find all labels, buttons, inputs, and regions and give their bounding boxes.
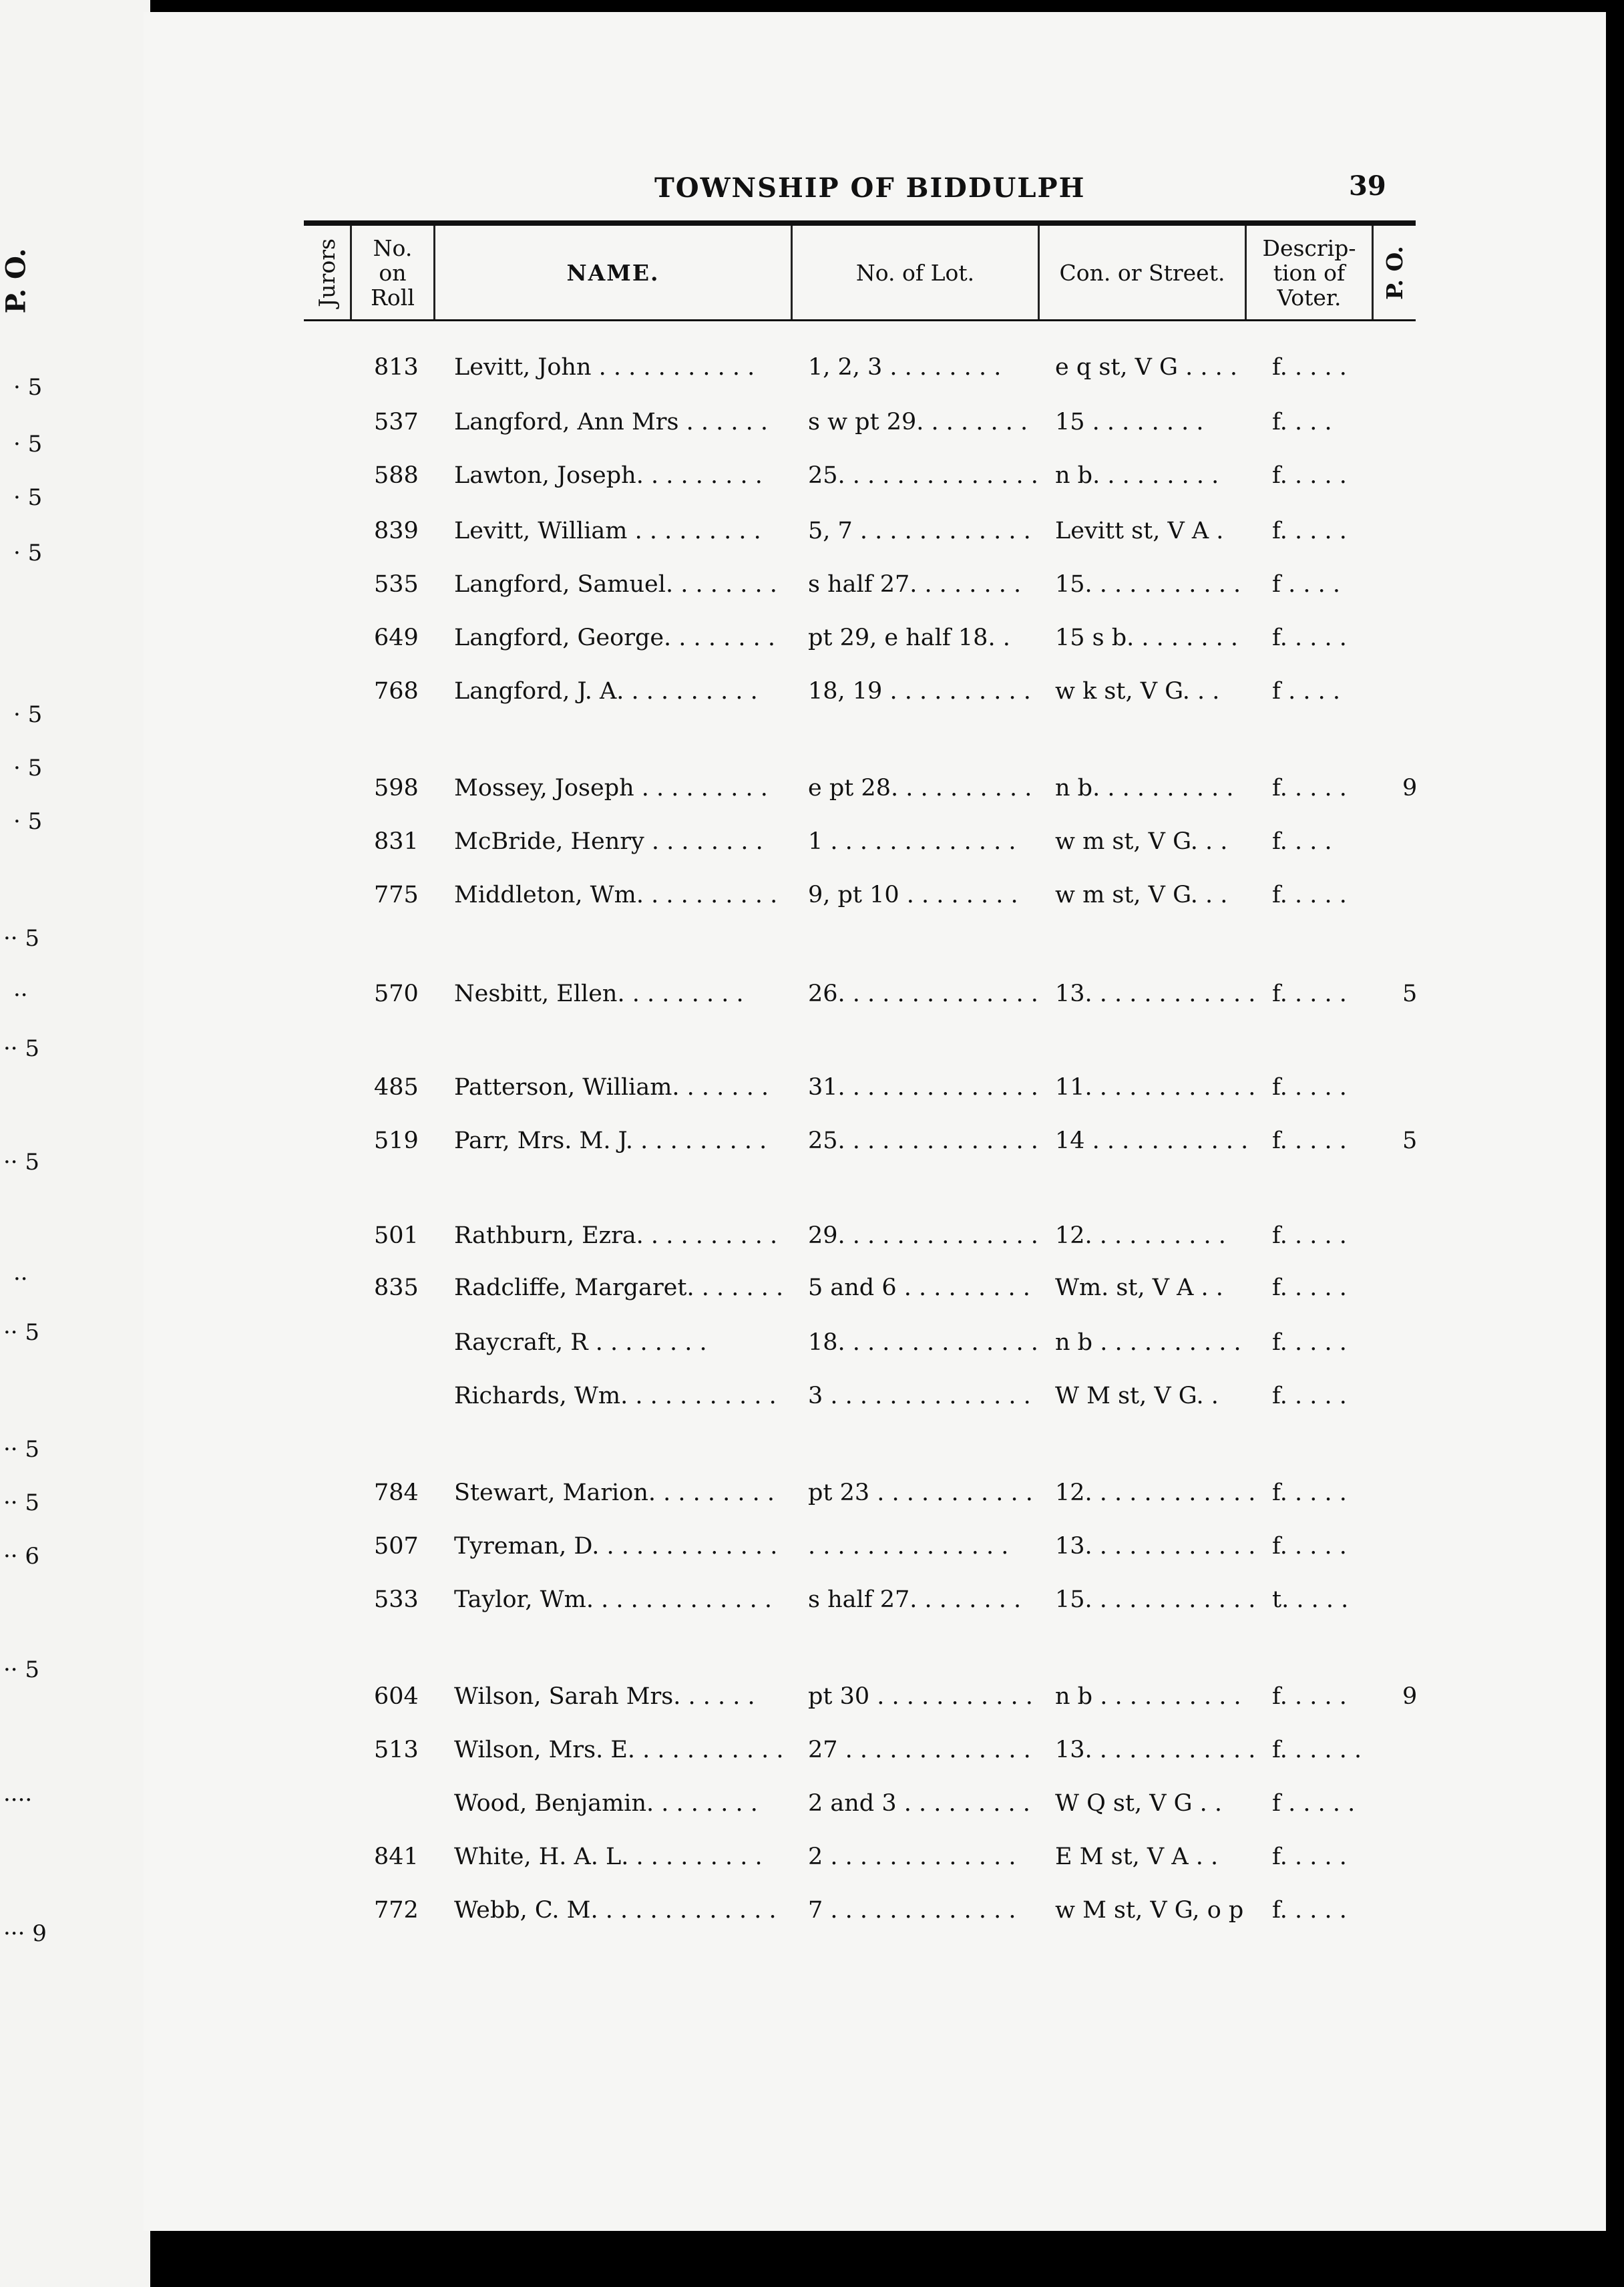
con-street-cell: n b. . . . . . . . . .: [1055, 775, 1234, 802]
lot-cell: 2 and 3 . . . . . . . . .: [808, 1790, 1030, 1817]
description-cell: f . . . .: [1272, 571, 1340, 598]
name-cell: Middleton, Wm. . . . . . . . . .: [454, 882, 778, 908]
name-cell: Wilson, Sarah Mrs. . . . . .: [454, 1683, 755, 1710]
left-po-value: ·· 5: [3, 925, 40, 952]
con-street-cell: 13. . . . . . . . . . . .: [1055, 981, 1255, 1007]
col-name: NAME.: [435, 226, 793, 319]
roll-cell: 507: [374, 1533, 419, 1560]
name-cell: Mossey, Joseph . . . . . . . . .: [454, 775, 768, 802]
lot-cell: 25. . . . . . . . . . . . . .: [808, 1127, 1038, 1154]
con-street-cell: Levitt st, V A .: [1055, 518, 1224, 544]
lot-cell: 1 . . . . . . . . . . . . .: [808, 828, 1016, 855]
con-street-cell: 12. . . . . . . . . . . .: [1055, 1479, 1255, 1506]
description-cell: f. . . .: [1272, 828, 1332, 855]
table-top-rule: [304, 220, 1416, 226]
name-cell: Rathburn, Ezra. . . . . . . . . .: [454, 1222, 778, 1249]
description-cell: f. . . . . .: [1272, 1737, 1362, 1763]
lot-cell: s half 27. . . . . . . .: [808, 571, 1022, 598]
roll-cell: 501: [374, 1222, 419, 1249]
left-po-value: ·· 5: [3, 1489, 40, 1516]
table-row: [0, 828, 1536, 868]
left-po-value: · 5: [13, 808, 43, 835]
po-cell: 9: [1402, 1683, 1418, 1710]
po-cell: 5: [1402, 1127, 1418, 1154]
col-description: Descrip- tion of Voter.: [1247, 226, 1374, 319]
con-street-cell: 11. . . . . . . . . . . .: [1055, 1074, 1255, 1101]
po-cell: 5: [1402, 981, 1418, 1007]
con-street-cell: 13. . . . . . . . . . . .: [1055, 1737, 1255, 1763]
name-cell: Wilson, Mrs. E. . . . . . . . . . .: [454, 1737, 784, 1763]
table-row: [0, 1222, 1536, 1262]
table-row: [0, 882, 1536, 922]
description-cell: f. . . . .: [1272, 1127, 1347, 1154]
lot-cell: pt 29, e half 18. .: [808, 625, 1010, 651]
con-street-cell: w M st, V G, o p: [1055, 1897, 1244, 1924]
description-cell: f. . . . .: [1272, 518, 1347, 544]
con-street-cell: w m st, V G. . .: [1055, 882, 1228, 908]
description-cell: f. . . . .: [1272, 1074, 1347, 1101]
left-po-value: · 5: [13, 701, 43, 728]
roll-cell: 813: [374, 354, 419, 381]
description-cell: f. . . . .: [1272, 775, 1347, 802]
description-cell: f. . . . .: [1272, 1329, 1347, 1356]
roll-cell: 841: [374, 1843, 419, 1870]
table-row: [0, 1074, 1536, 1114]
left-po-value: ·· 5: [3, 1035, 40, 1062]
con-street-cell: 13. . . . . . . . . . . .: [1055, 1533, 1255, 1560]
con-street-cell: 15. . . . . . . . . . .: [1055, 571, 1241, 598]
description-cell: f. . . . .: [1272, 625, 1347, 651]
roll-cell: 485: [374, 1074, 419, 1101]
left-po-value: ··: [13, 982, 28, 1009]
con-street-cell: W M st, V G. .: [1055, 1383, 1219, 1409]
name-cell: Richards, Wm. . . . . . . . . . .: [454, 1383, 777, 1409]
con-street-cell: w k st, V G. . .: [1055, 678, 1220, 705]
description-cell: f. . . . .: [1272, 981, 1347, 1007]
con-street-cell: n b . . . . . . . . . .: [1055, 1683, 1241, 1710]
table-row: [0, 462, 1536, 502]
roll-cell: 588: [374, 462, 419, 489]
description-cell: f. . . . .: [1272, 1222, 1347, 1249]
page-title: TOWNSHIP OF BIDDULPH: [654, 172, 1086, 204]
table-row: [0, 1127, 1536, 1168]
description-cell: f. . . . .: [1272, 1274, 1347, 1301]
left-po-value: ··· 9: [3, 1920, 47, 1947]
roll-cell: 604: [374, 1683, 419, 1710]
name-cell: Tyreman, D. . . . . . . . . . . . .: [454, 1533, 778, 1560]
con-street-cell: 14 . . . . . . . . . . .: [1055, 1127, 1249, 1154]
con-street-cell: n b. . . . . . . . .: [1055, 462, 1219, 489]
lot-cell: pt 30 . . . . . . . . . . .: [808, 1683, 1033, 1710]
table-row: [0, 678, 1536, 718]
con-street-cell: Wm. st, V A . .: [1055, 1274, 1223, 1301]
lot-cell: s half 27. . . . . . . .: [808, 1586, 1022, 1613]
left-po-value: ·· 6: [3, 1543, 40, 1570]
roll-cell: 598: [374, 775, 419, 802]
table-row: [0, 1274, 1536, 1314]
roll-cell: 649: [374, 625, 419, 651]
lot-cell: pt 23 . . . . . . . . . . .: [808, 1479, 1033, 1506]
description-cell: f. . . . .: [1272, 1533, 1347, 1560]
table-row: [0, 1586, 1536, 1626]
table-row: [0, 1843, 1536, 1884]
lot-cell: . . . . . . . . . . . . . .: [808, 1533, 1009, 1560]
left-po-value: ·· 5: [3, 1149, 40, 1176]
lot-cell: 7 . . . . . . . . . . . . .: [808, 1897, 1016, 1924]
roll-cell: 831: [374, 828, 419, 855]
page-number: 39: [1349, 170, 1386, 202]
name-cell: Lawton, Joseph. . . . . . . . .: [454, 462, 763, 489]
col-no-on-roll: No. on Roll: [352, 226, 435, 319]
col-con-street: Con. or Street.: [1040, 226, 1247, 319]
con-street-cell: E M st, V A . .: [1055, 1843, 1219, 1870]
lot-cell: 5 and 6 . . . . . . . . .: [808, 1274, 1030, 1301]
description-cell: f. . . . .: [1272, 462, 1347, 489]
left-po-value: ··: [13, 1266, 28, 1292]
description-cell: f. . . . .: [1272, 354, 1347, 381]
lot-cell: 5, 7 . . . . . . . . . . . .: [808, 518, 1031, 544]
table-row: [0, 518, 1536, 558]
table-row: [0, 1897, 1536, 1937]
description-cell: f. . . . .: [1272, 882, 1347, 908]
table-row: [0, 409, 1536, 449]
name-cell: Levitt, John . . . . . . . . . . .: [454, 354, 755, 381]
name-cell: White, H. A. L. . . . . . . . . .: [454, 1843, 763, 1870]
roll-cell: 519: [374, 1127, 419, 1154]
left-po-value: · 5: [13, 755, 43, 781]
left-po-column-label: P. O.: [0, 248, 32, 313]
con-street-cell: 15 s b. . . . . . . .: [1055, 625, 1239, 651]
con-street-cell: n b . . . . . . . . . .: [1055, 1329, 1241, 1356]
name-cell: Stewart, Marion. . . . . . . . .: [454, 1479, 775, 1506]
description-cell: f. . . . .: [1272, 1683, 1347, 1710]
roll-cell: 535: [374, 571, 419, 598]
table-row: [0, 625, 1536, 665]
lot-cell: 18. . . . . . . . . . . . . .: [808, 1329, 1038, 1356]
lot-cell: 18, 19 . . . . . . . . . .: [808, 678, 1031, 705]
description-cell: f. . . . .: [1272, 1897, 1347, 1924]
roll-cell: 839: [374, 518, 419, 544]
table-row: [0, 775, 1536, 815]
description-cell: f. . . . .: [1272, 1383, 1347, 1409]
name-cell: McBride, Henry . . . . . . . .: [454, 828, 763, 855]
lot-cell: 27 . . . . . . . . . . . . .: [808, 1737, 1031, 1763]
name-cell: Radcliffe, Margaret. . . . . . .: [454, 1274, 784, 1301]
roll-cell: 768: [374, 678, 419, 705]
roll-cell: 835: [374, 1274, 419, 1301]
roll-cell: 772: [374, 1897, 419, 1924]
name-cell: Raycraft, R . . . . . . . .: [454, 1329, 707, 1356]
table-header-rule: [304, 319, 1416, 321]
roll-cell: 513: [374, 1737, 419, 1763]
table-row: [0, 1479, 1536, 1520]
con-street-cell: 15 . . . . . . . .: [1055, 409, 1204, 435]
name-cell: Langford, Samuel. . . . . . . .: [454, 571, 777, 598]
lot-cell: s w pt 29. . . . . . . .: [808, 409, 1028, 435]
name-cell: Levitt, William . . . . . . . . .: [454, 518, 761, 544]
left-po-value: · 5: [13, 484, 43, 511]
lot-cell: 29. . . . . . . . . . . . . .: [808, 1222, 1038, 1249]
lot-cell: e pt 28. . . . . . . . . .: [808, 775, 1032, 802]
roll-cell: 784: [374, 1479, 419, 1506]
name-cell: Parr, Mrs. M. J. . . . . . . . . .: [454, 1127, 767, 1154]
description-cell: f. . . . .: [1272, 1479, 1347, 1506]
name-cell: Langford, George. . . . . . . .: [454, 625, 775, 651]
table-row: [0, 1533, 1536, 1573]
name-cell: Taylor, Wm. . . . . . . . . . . . .: [454, 1586, 772, 1613]
left-po-value: · 5: [13, 431, 43, 458]
con-street-cell: w m st, V G. . .: [1055, 828, 1228, 855]
description-cell: f. . . .: [1272, 409, 1332, 435]
col-po: P. O.: [1382, 245, 1408, 300]
lot-cell: 9, pt 10 . . . . . . . .: [808, 882, 1018, 908]
name-cell: Langford, J. A. . . . . . . . . .: [454, 678, 758, 705]
name-cell: Langford, Ann Mrs . . . . . .: [454, 409, 768, 435]
lot-cell: 25. . . . . . . . . . . . . .: [808, 462, 1038, 489]
description-cell: f. . . . .: [1272, 1843, 1347, 1870]
table-row: [0, 1329, 1536, 1369]
description-cell: f . . . .: [1272, 678, 1340, 705]
left-po-value: ·· 5: [3, 1656, 40, 1683]
table-row: [0, 1737, 1536, 1777]
roll-cell: 533: [374, 1586, 419, 1613]
col-jurors: Jurors: [304, 226, 352, 319]
lot-cell: 31. . . . . . . . . . . . . .: [808, 1074, 1038, 1101]
po-cell: 9: [1402, 775, 1418, 802]
lot-cell: 26. . . . . . . . . . . . . .: [808, 981, 1038, 1007]
roll-cell: 537: [374, 409, 419, 435]
con-street-cell: 15. . . . . . . . . . . .: [1055, 1586, 1255, 1613]
table-row: [0, 571, 1536, 611]
name-cell: Wood, Benjamin. . . . . . . .: [454, 1790, 758, 1817]
lot-cell: 3 . . . . . . . . . . . . . .: [808, 1383, 1031, 1409]
lot-cell: 1, 2, 3 . . . . . . . .: [808, 354, 1002, 381]
left-po-value: ·· 5: [3, 1319, 40, 1346]
con-street-cell: W Q st, V G . .: [1055, 1790, 1223, 1817]
left-po-value: · 5: [13, 374, 43, 401]
left-po-value: · 5: [13, 540, 43, 566]
description-cell: f . . . . .: [1272, 1790, 1356, 1817]
table-row: [0, 981, 1536, 1021]
table-row: [0, 1383, 1536, 1423]
table-row: [0, 354, 1536, 394]
roll-cell: 775: [374, 882, 419, 908]
description-cell: t. . . . .: [1272, 1586, 1349, 1613]
table-row: [0, 1790, 1536, 1830]
col-lot: No. of Lot.: [793, 226, 1040, 319]
name-cell: Webb, C. M. . . . . . . . . . . . .: [454, 1897, 777, 1924]
con-street-cell: e q st, V G . . . .: [1055, 354, 1238, 381]
left-po-value: ·· 5: [3, 1436, 40, 1463]
name-cell: Nesbitt, Ellen. . . . . . . . .: [454, 981, 744, 1007]
left-po-value: ····: [3, 1787, 33, 1813]
name-cell: Patterson, William. . . . . . .: [454, 1074, 769, 1101]
lot-cell: 2 . . . . . . . . . . . . .: [808, 1843, 1016, 1870]
con-street-cell: 12. . . . . . . . . .: [1055, 1222, 1226, 1249]
roll-cell: 570: [374, 981, 419, 1007]
table-row: [0, 1683, 1536, 1723]
